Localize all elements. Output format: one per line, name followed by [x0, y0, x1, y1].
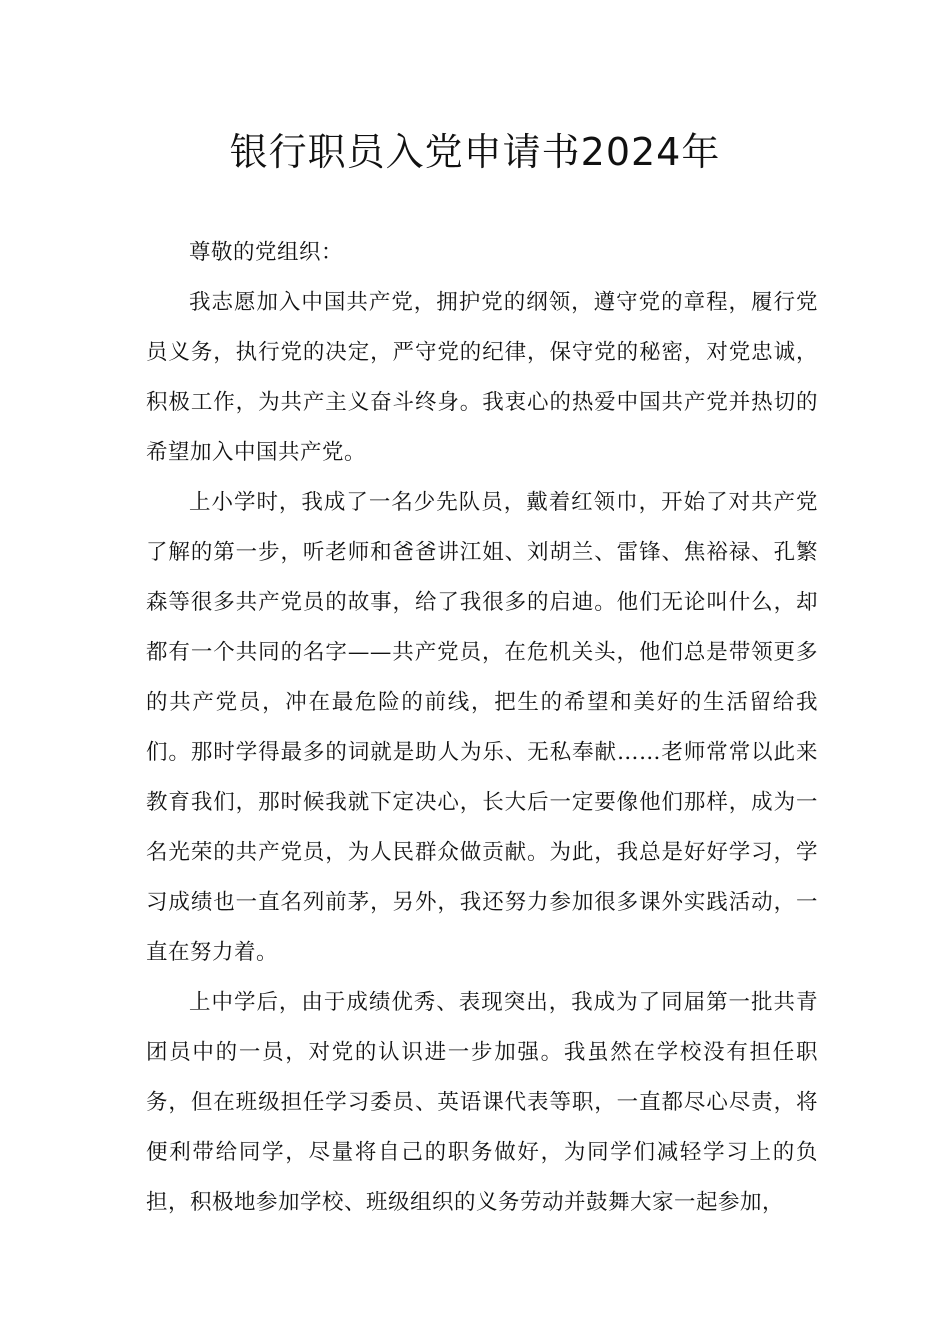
- paragraph-3: 上中学后，由于成绩优秀、表现突出，我成为了同届第一批共青团员中的一员，对党的认识进一步加强。我虽然在学校没有担任职务，但在班级担任学习委员、英语课代表等职，一直都尽心尽责，将便利带给同学，尽量将自己的职务做好，为同学们减轻学习上的负担，积极地参加学校、班级组织的义务劳动并鼓舞大家一起参加，: [146, 990, 818, 1215]
- salutation: 尊敬的党组织：: [189, 240, 344, 265]
- paragraph-1: 我志愿加入中国共产党，拥护党的纲领，遵守党的章程，履行党员义务，执行党的决定，严守党的纪律，保守党的秘密，对党忠诚，积极工作，为共产主义奋斗终身。我衷心的热爱中国共产党并热切的希望加入中国共产党。: [146, 290, 818, 465]
- document-title: 银行职员入党申请书2024年: [229, 130, 721, 174]
- paragraph-2: 上小学时，我成了一名少先队员，戴着红领巾，开始了对共产党了解的第一步，听老师和爸爸讲江姐、刘胡兰、雷锋、焦裕禄、孔繁森等很多共产党员的故事，给了我很多的启迪。他们无论叫什么，却都有一个共同的名字——共产党员，在危机关头，他们总是带领更多的共产党员，冲在最危险的前线，把生的希望和美好的生活留给我们。那时学得最多的词就是助人为乐、无私奉献……老师常常以此来教育我们，那时候我就下定决心，长大后一定要像他们那样，成为一名光荣的共产党员，为人民群众做贡献。为此，我总是好好学习，学习成绩也一直名列前茅，另外，我还努力参加很多课外实践活动，一直在努力着。: [146, 490, 818, 965]
- document-body: [146, 228, 818, 1228]
